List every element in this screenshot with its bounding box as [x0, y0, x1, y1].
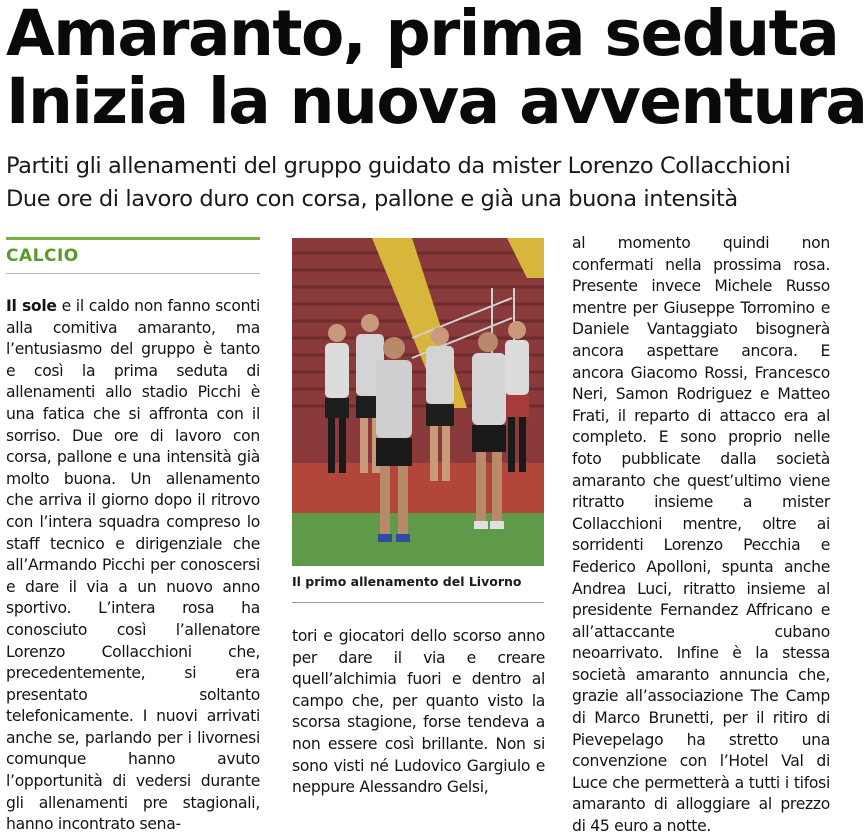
article-lead-words: Il sole	[6, 297, 57, 315]
training-photo-illustration	[292, 238, 544, 566]
section-divider-bottom	[6, 273, 260, 274]
caption-divider	[292, 602, 544, 603]
article-column-3: al momento quindi non confermati nella prossima rosa. Presente invece Michele Russo mentre per Giuseppe Torromino e Daniele Vantaggiato bisognerà ancora aspettare ancora. E ancora Giacomo Rossi, Francesco Neri, Samon Rodriguez e Matteo Frati, il reparto di attacco era al completo. E sono proprio nelle foto pubblicate dalla società amaranto che quest’ultimo viene ritratto insieme a mister Collacchioni mentre, oltre ai sorridenti Lorenzo Pecchia e Federico Apolloni, spunta anche Andrea Luci, ritratto insieme al presidente Fernandez Affricano e all’attaccante cubano neoarrivato. Infine è la stessa società amaranto annuncia che, grazie all’associazione The Camp di Marco Brunetti, per il ritiro di Pievepelago ha stretto una convenzione con l’Hotel Val di Luce che permetterà a tutti i tifosi amaranto di alloggiare al prezzo di 45 euro a notte.	[572, 234, 830, 836]
subheadline-line-2: Due ore di lavoro duro con corsa, pallone e già una buona intensità	[6, 186, 738, 212]
section-label: CALCIO	[6, 246, 79, 266]
training-photo	[292, 238, 544, 566]
section-divider-top	[6, 237, 260, 240]
headline-line-1: Amaranto, prima seduta	[6, 0, 839, 70]
article-column-2: tori e giocatori dello scorso anno per dare il via e creare quell’alchimia fuori e dentro al campo che, per quanto visto la scorsa stagione, forse tendeva a non essere così brillante. Non si sono visti né Ludovico Gargiulo e neppure Alessandro Gelsi,	[292, 627, 545, 797]
subheadline-line-1: Partiti gli allenamenti del gruppo guidato da mister Lorenzo Collacchioni	[6, 153, 791, 179]
headline-line-2: Inizia la nuova avventura	[6, 65, 866, 138]
photo-caption: Il primo allenamento del Livorno	[292, 574, 522, 589]
article-column-1-text: e il caldo non fanno sconti alla comitiva amaranto, ma l’entusiasmo del gruppo è tanto e così la prima seduta di allenamenti allo stadio Picchi è una fatica che si affronta con il sorriso. Due ore di lavoro con corsa, pallone e una intensità già molto buona. Un allenamento che arriva il giorno dopo il ritrovo con l’intera squadra compreso lo staff tecnico e dirigenziale che all’Armando Picchi per conoscersi e dare il via a un nuovo anno sportivo. L’intera rosa ha conosciuto così l’allenatore Lorenzo Collacchioni che, precedentemente, si era presentato soltanto telefonicamente. I nuovi arrivati anche se, parlando per i livornesi comunque hanno avuto l’opportunità di vedersi durante gli allenamenti pre stagionali, hanno incontrato sena-	[6, 297, 260, 834]
article-column-1	[6, 296, 260, 834]
headline	[6, 0, 866, 138]
subheadline	[6, 150, 836, 216]
